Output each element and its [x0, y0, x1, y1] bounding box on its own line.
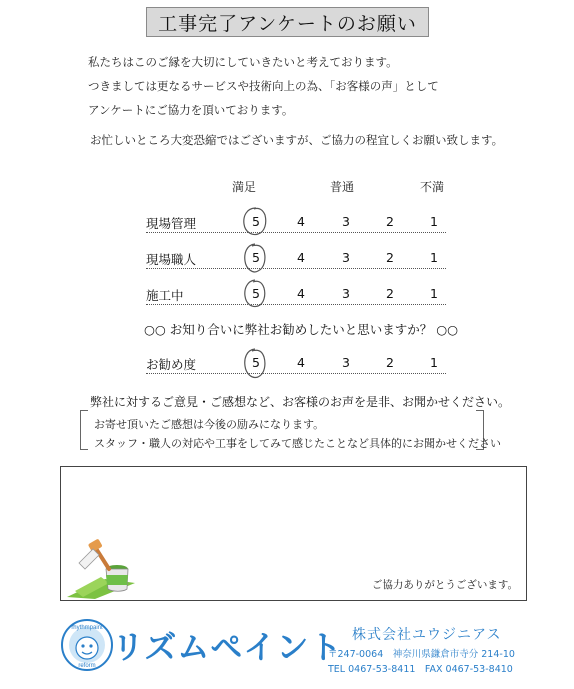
rating-option-2[interactable]: 2	[386, 250, 394, 265]
rating-option-5[interactable]: 5	[252, 355, 260, 370]
intro-line-3: アンケートにご協力を頂いております。	[88, 103, 294, 117]
thanks-message: ご協力ありがとうございます。	[371, 579, 518, 591]
intro-line-2: つきましては更なるサービスや技術向上の為、「お客様の声」として	[88, 79, 439, 93]
rating-option-5[interactable]: 5	[252, 286, 260, 301]
row-divider	[146, 373, 446, 374]
comment-field[interactable]	[60, 466, 527, 601]
brand-name: リズムペイント	[112, 628, 343, 666]
rating-option-4[interactable]: 4	[297, 250, 305, 265]
company-logo-icon	[60, 618, 114, 672]
company-address: 〒247-0064 神奈川県鎌倉市寺分 214-10	[328, 649, 515, 660]
row-divider	[146, 304, 446, 305]
opinion-prompt: 弊社に対するご意見・ご感想など、お客様のお声を是非、お聞かせください。	[90, 395, 511, 409]
rating-option-2[interactable]: 2	[386, 214, 394, 229]
company-phone: TEL 0467-53-8411 FAX 0467-53-8410	[328, 664, 513, 675]
rating-option-4[interactable]: 4	[297, 355, 305, 370]
intro-line-4: お忙しいところ大変恐縮ではございますが、ご協力の程宜しくお願い致します。	[90, 133, 504, 147]
note-line-2: スタッフ・職人の対応や工事をしてみて感じたことなど具体的にお聞かせください	[94, 437, 501, 450]
rating-option-1[interactable]: 1	[430, 286, 438, 301]
company-name: 株式会社ユウジニアス	[352, 627, 502, 643]
rating-option-5[interactable]: 5	[252, 214, 260, 229]
rating-row-label-recommendation: お勧め度	[146, 357, 197, 372]
rating-option-2[interactable]: 2	[386, 286, 394, 301]
page-title: 工事完了アンケートのお願い	[146, 7, 429, 37]
scale-header-neutral: 普通	[330, 180, 355, 194]
row-divider	[146, 232, 446, 233]
scale-header-dissatisfied: 不満	[420, 180, 445, 194]
intro-line-1: 私たちはこのご縁を大切にしていきたいと考えております。	[88, 55, 398, 69]
rating-option-5[interactable]: 5	[252, 250, 260, 265]
paint-bucket-brush-icon	[65, 539, 137, 599]
note-line-1: お寄せ頂いたご感想は今後の励みになります。	[94, 418, 325, 431]
note-bracket-left	[80, 410, 88, 450]
rating-row-label-site-craftsmen: 現場職人	[146, 252, 197, 267]
handwritten-circle-icon	[240, 241, 270, 277]
handwritten-circle-icon	[240, 205, 270, 239]
logo-lettering: rhythmpaint	[71, 625, 103, 631]
rating-row-label-during-construction: 施工中	[146, 288, 184, 303]
scale-header-satisfied: 満足	[232, 180, 257, 194]
rating-option-1[interactable]: 1	[430, 214, 438, 229]
rating-row-label-site-management: 現場管理	[146, 216, 197, 231]
rating-option-3[interactable]: 3	[342, 214, 350, 229]
rating-option-1[interactable]: 1	[430, 250, 438, 265]
rating-option-3[interactable]: 3	[342, 286, 350, 301]
rating-option-2[interactable]: 2	[386, 355, 394, 370]
handwritten-circle-icon	[240, 346, 270, 382]
rating-option-3[interactable]: 3	[342, 355, 350, 370]
svg-text:reform: reform	[78, 663, 96, 669]
handwritten-circle-icon	[240, 277, 270, 311]
rating-option-4[interactable]: 4	[297, 286, 305, 301]
rating-option-1[interactable]: 1	[430, 355, 438, 370]
row-divider	[146, 268, 446, 269]
rating-option-4[interactable]: 4	[297, 214, 305, 229]
recommend-question: ○○ お知り合いに弊社お勧めしたいと思いますか？ ○○	[144, 322, 459, 337]
rating-option-3[interactable]: 3	[342, 250, 350, 265]
